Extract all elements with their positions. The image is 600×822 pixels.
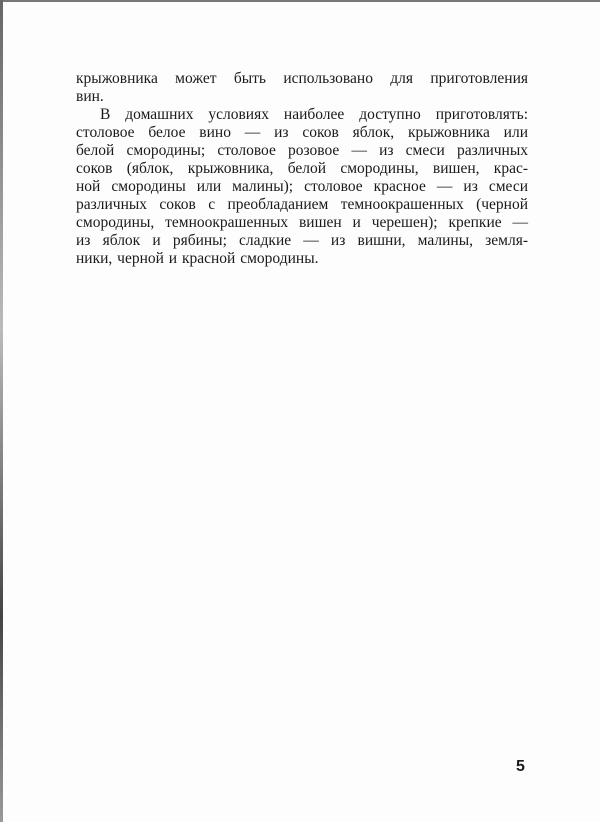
text-line: столовое белое вино — из соков яблок, крыжовника или	[76, 124, 528, 141]
text-line: смородины, темноокрашенных вишен и черешен); крепкие —	[76, 214, 528, 231]
text-line: крыжовника может быть использовано для приготовления	[76, 70, 528, 87]
text-line: соков (яблок, крыжовника, белой смородины, вишен, крас-	[76, 160, 528, 177]
scan-top-edge	[0, 0, 600, 2]
page-number: 5	[516, 758, 525, 775]
text-line: ники, черной и красной смородины.	[76, 250, 319, 267]
text-line: из яблок и рябины; сладкие — из вишни, малины, земля-	[76, 232, 528, 249]
text-line: В домашних условиях наиболее доступно приготовлять:	[100, 106, 528, 123]
body-text	[76, 70, 528, 268]
text-line: вин.	[76, 88, 104, 105]
scan-left-edge	[0, 0, 3, 822]
text-line: ной смородины или малины); столовое красное — из смеси	[76, 178, 528, 195]
text-line: белой смородины; столовое розовое — из смеси различных	[76, 142, 528, 159]
text-line: различных соков с преобладанием темноокрашенных (черной	[76, 196, 528, 213]
